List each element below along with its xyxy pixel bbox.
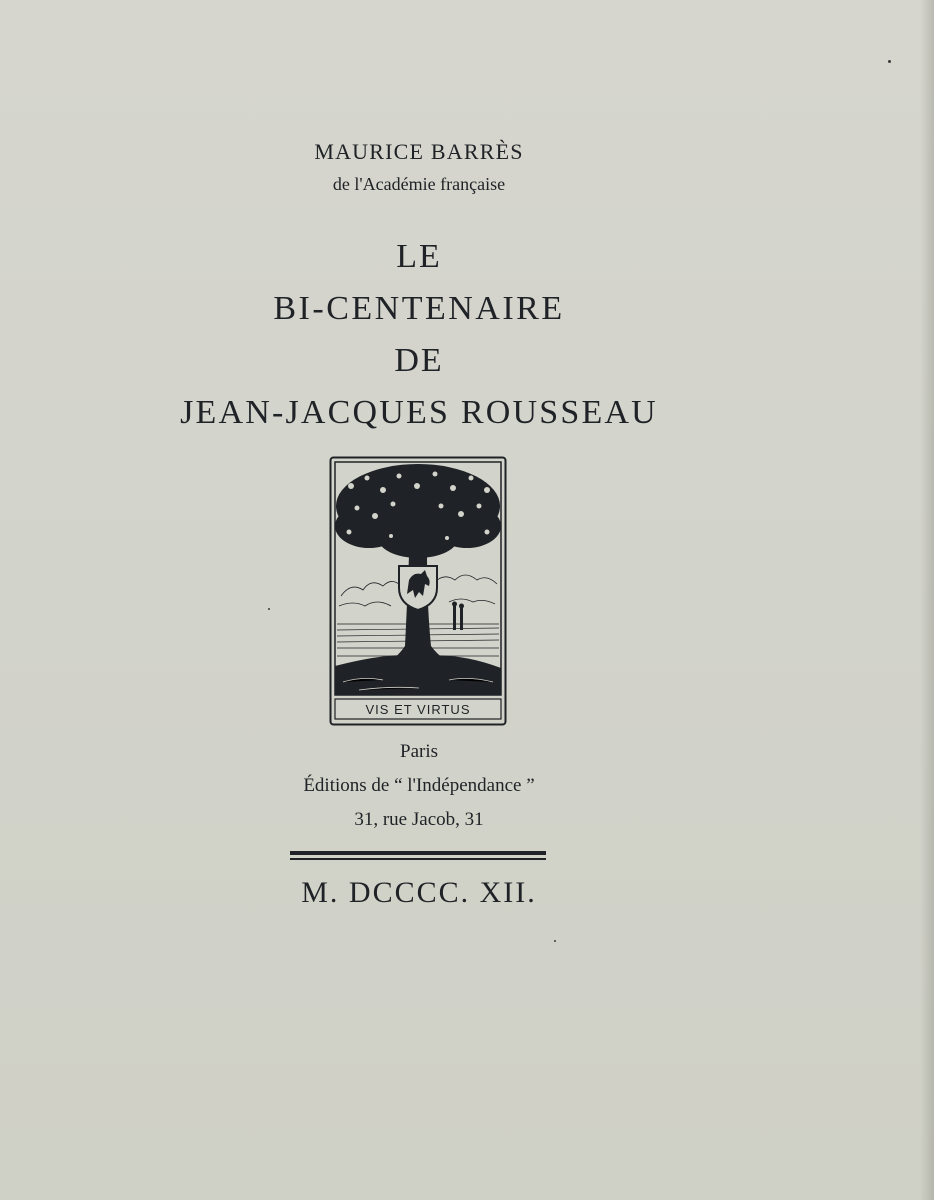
double-rule-top bbox=[290, 851, 546, 855]
imprint-address: 31, rue Jacob, 31 bbox=[354, 809, 484, 830]
title-line-1: LE bbox=[396, 238, 442, 275]
imprint-publisher: Éditions de “ l'Indépendance ” bbox=[303, 775, 535, 796]
tree-emblem-engraving bbox=[329, 456, 507, 726]
paper-speck bbox=[888, 60, 891, 63]
emblem-motto: VIS ET VIRTUS bbox=[365, 702, 471, 717]
paper-speck bbox=[554, 940, 556, 942]
title-line-2: BI-CENTENAIRE bbox=[273, 290, 565, 327]
title-line-4: JEAN-JACQUES ROUSSEAU bbox=[180, 394, 658, 431]
publication-date: M. DCCCC. XII. bbox=[301, 876, 537, 909]
page-edge-shadow bbox=[920, 0, 934, 1200]
author-name: MAURICE BARRÈS bbox=[314, 139, 524, 164]
author-affiliation: de l'Académie française bbox=[332, 174, 506, 194]
title-line-3: DE bbox=[394, 342, 444, 379]
double-rule-bottom bbox=[290, 858, 546, 860]
imprint-city: Paris bbox=[400, 741, 438, 762]
paper-speck bbox=[268, 608, 270, 610]
